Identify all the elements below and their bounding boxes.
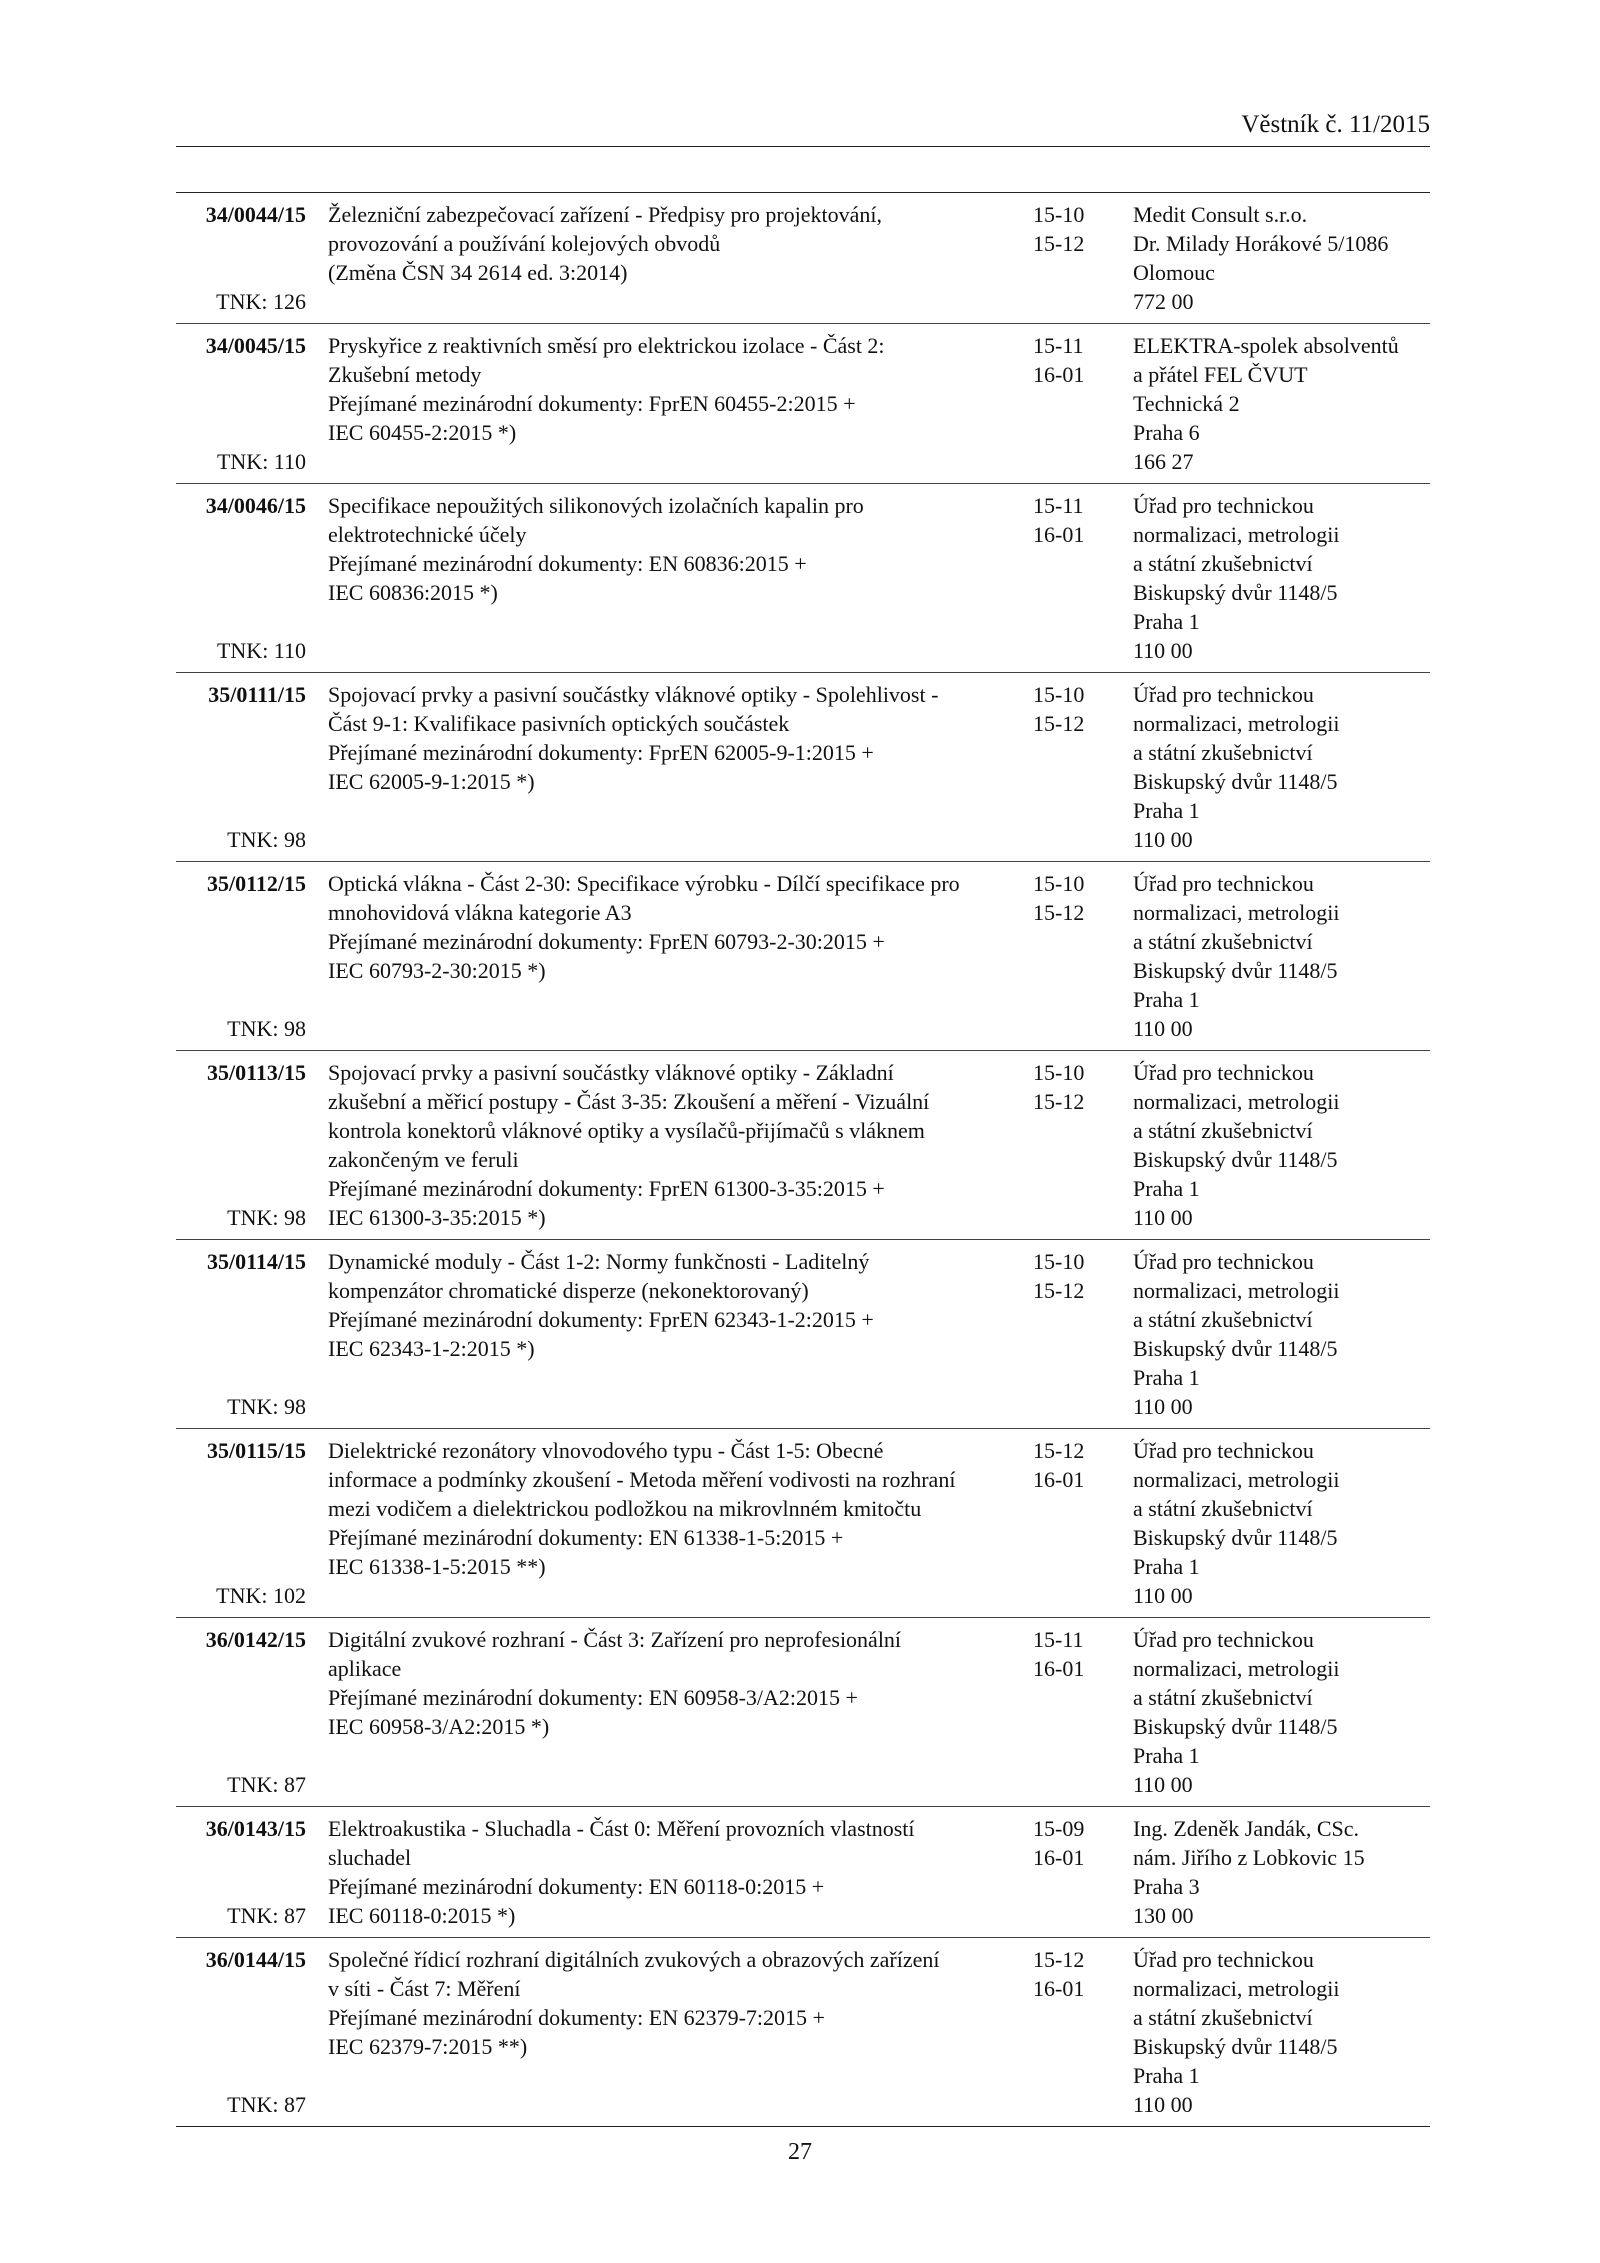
address-line: 110 00 [1133, 1016, 1193, 1041]
address-line: normalizaci, metrologii [1133, 522, 1340, 547]
standard-id-cell [176, 331, 306, 476]
title-line: kontrola konektorů vláknové optiky a vysílačů-přijímačů s vláknem [328, 1118, 925, 1143]
table-row [176, 1618, 1430, 1807]
standard-id-cell [176, 1247, 306, 1421]
title-line: Digitální zvukové rozhraní - Část 3: Zařízení pro neprofesionální [328, 1627, 902, 1652]
processor-address-cell [1125, 1945, 1430, 2119]
start-date: 15-10 [1033, 1249, 1085, 1274]
title-line: (Změna ČSN 34 2614 ed. 3:2014) [328, 260, 628, 285]
start-date: 15-11 [1033, 493, 1084, 518]
title-line: Železniční zabezpečovací zařízení - Předpisy pro projektování, [328, 202, 883, 227]
end-date: 15-12 [1033, 1278, 1085, 1303]
title-line: Spojovací prvky a pasivní součástky vláknové optiky - Základní [328, 1060, 894, 1085]
title-line: zkušební a měřicí postupy - Část 3-35: Zkoušení a měření - Vizuální [328, 1089, 930, 1114]
standard-number: 34/0044/15 [205, 202, 306, 227]
dates-cell [1008, 1945, 1125, 2119]
title-line: Přejímané mezinárodní dokumenty: EN 60958-3/A2:2015 + [328, 1685, 858, 1710]
address-line: Praha 1 [1133, 1554, 1200, 1579]
standards-table [176, 192, 1430, 2127]
table-row [176, 484, 1430, 673]
address-line: Medit Consult s.r.o. [1133, 202, 1308, 227]
address-line: normalizaci, metrologii [1133, 900, 1340, 925]
processor-address-cell [1125, 200, 1430, 316]
standard-number: 35/0114/15 [206, 1249, 306, 1274]
address-line: a státní zkušebnictví [1133, 551, 1313, 576]
address-line: Úřad pro technickou [1133, 493, 1314, 518]
address-line: 110 00 [1133, 827, 1193, 852]
title-line: zakončeným ve feruli [328, 1147, 519, 1172]
standard-title-cell [306, 1625, 1008, 1799]
address-line: Praha 1 [1133, 609, 1200, 634]
address-line: Praha 1 [1133, 2063, 1200, 2088]
address-line: 110 00 [1133, 1394, 1193, 1419]
end-date: 15-12 [1033, 1089, 1085, 1114]
address-line: Praha 1 [1133, 1365, 1200, 1390]
address-line: 110 00 [1133, 2092, 1193, 2117]
address-line: normalizaci, metrologii [1133, 1278, 1340, 1303]
table-row [176, 324, 1430, 484]
address-line: 166 27 [1133, 449, 1194, 474]
journal-issue-title: Věstník č. 11/2015 [1241, 111, 1430, 138]
address-line: Biskupský dvůr 1148/5 [1133, 769, 1338, 794]
address-line: 130 00 [1133, 1903, 1194, 1928]
table-row [176, 1938, 1430, 2127]
address-line: Biskupský dvůr 1148/5 [1133, 1147, 1338, 1172]
processor-address-cell [1125, 331, 1430, 476]
address-line: Praha 3 [1133, 1874, 1200, 1899]
dates-cell [1008, 1247, 1125, 1421]
title-line: Přejímané mezinárodní dokumenty: EN 62379-7:2015 + [328, 2005, 825, 2030]
start-date: 15-11 [1033, 1627, 1084, 1652]
address-line: normalizaci, metrologii [1133, 1467, 1340, 1492]
title-line: IEC 60793-2-30:2015 *) [328, 958, 546, 983]
standard-id-cell [176, 1814, 306, 1930]
address-line: Úřad pro technickou [1133, 1438, 1314, 1463]
processor-address-cell [1125, 869, 1430, 1043]
title-line: Přejímané mezinárodní dokumenty: FprEN 60793-2-30:2015 + [328, 929, 885, 954]
title-line: IEC 60455-2:2015 *) [328, 420, 517, 445]
start-date: 15-12 [1033, 1438, 1085, 1463]
address-line: a státní zkušebnictví [1133, 2005, 1313, 2030]
standard-title-cell [306, 1814, 1008, 1930]
standard-number: 35/0111/15 [208, 682, 306, 707]
standard-id-cell [176, 1625, 306, 1799]
title-line: Zkušební metody [328, 362, 482, 387]
address-line: Ing. Zdeněk Jandák, CSc. [1133, 1816, 1360, 1841]
standard-number: 35/0113/15 [206, 1060, 306, 1085]
address-line: 110 00 [1133, 638, 1193, 663]
address-line: Úřad pro technickou [1133, 1249, 1314, 1274]
address-line: a přátel FEL ČVUT [1133, 362, 1308, 387]
start-date: 15-10 [1033, 1060, 1085, 1085]
title-line: IEC 62343-1-2:2015 *) [328, 1336, 535, 1361]
tnk-label: TNK: 102 [216, 1583, 306, 1608]
dates-cell [1008, 1058, 1125, 1232]
standard-title-cell [306, 331, 1008, 476]
dates-cell [1008, 1625, 1125, 1799]
end-date: 15-12 [1033, 231, 1085, 256]
standard-number: 36/0144/15 [205, 1947, 306, 1972]
address-line: a státní zkušebnictví [1133, 740, 1313, 765]
title-line: Přejímané mezinárodní dokumenty: FprEN 60455-2:2015 + [328, 391, 856, 416]
processor-address-cell [1125, 1436, 1430, 1610]
address-line: Praha 1 [1133, 987, 1200, 1012]
title-line: elektrotechnické účely [328, 522, 527, 547]
address-line: Úřad pro technickou [1133, 682, 1314, 707]
title-line: Přejímané mezinárodní dokumenty: FprEN 61300-3-35:2015 + [328, 1176, 885, 1201]
end-date: 15-12 [1033, 900, 1085, 925]
title-line: IEC 60118-0:2015 *) [328, 1903, 516, 1928]
end-date: 16-01 [1033, 1845, 1085, 1870]
address-line: Biskupský dvůr 1148/5 [1133, 958, 1338, 983]
page-number: 27 [788, 2139, 812, 2165]
title-line: Specifikace nepoužitých silikonových izolačních kapalin pro [328, 493, 864, 518]
title-line: IEC 61338-1-5:2015 **) [328, 1554, 546, 1579]
standard-title-cell [306, 1247, 1008, 1421]
title-line: Přejímané mezinárodní dokumenty: FprEN 62343-1-2:2015 + [328, 1307, 874, 1332]
title-line: IEC 61300-3-35:2015 *) [328, 1205, 546, 1230]
title-line: IEC 62005-9-1:2015 *) [328, 769, 535, 794]
standard-title-cell [306, 1436, 1008, 1610]
processor-address-cell [1125, 1814, 1430, 1930]
tnk-label: TNK: 110 [216, 449, 306, 474]
standard-id-cell [176, 491, 306, 665]
table-row [176, 193, 1430, 324]
start-date: 15-12 [1033, 1947, 1085, 1972]
start-date: 15-10 [1033, 202, 1085, 227]
standard-id-cell [176, 1945, 306, 2119]
table-row [176, 1807, 1430, 1938]
address-line: Úřad pro technickou [1133, 1627, 1314, 1652]
table-row [176, 1429, 1430, 1618]
title-line: Část 9-1: Kvalifikace pasivních optických součástek [328, 711, 790, 736]
processor-address-cell [1125, 680, 1430, 854]
processor-address-cell [1125, 491, 1430, 665]
address-line: 110 00 [1133, 1205, 1193, 1230]
address-line: Praha 1 [1133, 1176, 1200, 1201]
table-row [176, 1051, 1430, 1240]
start-date: 15-11 [1033, 333, 1084, 358]
tnk-label: TNK: 98 [227, 827, 306, 852]
address-line: a státní zkušebnictví [1133, 1307, 1313, 1332]
title-line: Přejímané mezinárodní dokumenty: FprEN 62005-9-1:2015 + [328, 740, 874, 765]
address-line: 110 00 [1133, 1583, 1193, 1608]
address-line: Úřad pro technickou [1133, 871, 1314, 896]
dates-cell [1008, 331, 1125, 476]
standard-title-cell [306, 491, 1008, 665]
address-line: Dr. Milady Horákové 5/1086 [1133, 231, 1389, 256]
address-line: normalizaci, metrologii [1133, 1976, 1340, 2001]
tnk-label: TNK: 98 [227, 1394, 306, 1419]
standard-number: 36/0143/15 [205, 1816, 306, 1841]
end-date: 16-01 [1033, 1976, 1085, 2001]
start-date: 15-10 [1033, 871, 1085, 896]
standard-title-cell [306, 1945, 1008, 2119]
standard-number: 34/0046/15 [205, 493, 306, 518]
address-line: Biskupský dvůr 1148/5 [1133, 1714, 1338, 1739]
title-line: mnohovidová vlákna kategorie A3 [328, 900, 632, 925]
title-line: mezi vodičem a dielektrickou podložkou na mikrovlnném kmitočtu [328, 1496, 922, 1521]
title-line: informace a podmínky zkoušení - Metoda měření vodivosti na rozhraní [328, 1467, 956, 1492]
address-line: Praha 1 [1133, 1743, 1200, 1768]
title-line: IEC 62379-7:2015 **) [328, 2034, 528, 2059]
address-line: ELEKTRA-spolek absolventů [1133, 333, 1399, 358]
address-line: nám. Jiřího z Lobkovic 15 [1133, 1845, 1365, 1870]
title-line: Elektroakustika - Sluchadla - Část 0: Měření provozních vlastností [328, 1816, 915, 1841]
address-line: normalizaci, metrologii [1133, 1656, 1340, 1681]
address-line: 110 00 [1133, 1772, 1193, 1797]
processor-address-cell [1125, 1058, 1430, 1232]
table-row [176, 673, 1430, 862]
title-line: Dielektrické rezonátory vlnovodového typu - Část 1-5: Obecné [328, 1438, 884, 1463]
address-line: Biskupský dvůr 1148/5 [1133, 580, 1338, 605]
title-line: kompenzátor chromatické disperze (nekonektorovaný) [328, 1278, 809, 1303]
address-line: Biskupský dvůr 1148/5 [1133, 1336, 1338, 1361]
standard-id-cell [176, 869, 306, 1043]
address-line: Praha 6 [1133, 420, 1200, 445]
standard-title-cell [306, 1058, 1008, 1232]
standard-id-cell [176, 1058, 306, 1232]
standard-number: 34/0045/15 [205, 333, 306, 358]
title-line: IEC 60836:2015 *) [328, 580, 498, 605]
title-line: Dynamické moduly - Část 1-2: Normy funkčnosti - Laditelný [328, 1249, 870, 1274]
address-line: normalizaci, metrologii [1133, 1089, 1340, 1114]
title-line: Spojovací prvky a pasivní součástky vláknové optiky - Spolehlivost - [328, 682, 939, 707]
address-line: a státní zkušebnictví [1133, 929, 1313, 954]
address-line: 772 00 [1133, 289, 1194, 314]
tnk-label: TNK: 87 [227, 1772, 306, 1797]
title-line: sluchadel [328, 1845, 412, 1870]
address-line: Biskupský dvůr 1148/5 [1133, 2034, 1338, 2059]
address-line: Úřad pro technickou [1133, 1947, 1314, 1972]
address-line: normalizaci, metrologii [1133, 711, 1340, 736]
standard-title-cell [306, 680, 1008, 854]
tnk-label: TNK: 98 [227, 1016, 306, 1041]
address-line: Praha 1 [1133, 798, 1200, 823]
title-line: Pryskyřice z reaktivních směsí pro elektrickou izolace - Část 2: [328, 333, 885, 358]
title-line: Společné řídicí rozhraní digitálních zvukových a obrazových zařízení [328, 1947, 940, 1972]
address-line: Olomouc [1133, 260, 1215, 285]
tnk-label: TNK: 87 [227, 1903, 306, 1928]
standard-number: 35/0112/15 [206, 871, 306, 896]
title-line: IEC 60958-3/A2:2015 *) [328, 1714, 550, 1739]
standard-id-cell [176, 680, 306, 854]
tnk-label: TNK: 98 [227, 1205, 306, 1230]
address-line: Biskupský dvůr 1148/5 [1133, 1525, 1338, 1550]
dates-cell [1008, 491, 1125, 665]
processor-address-cell [1125, 1247, 1430, 1421]
start-date: 15-09 [1033, 1816, 1085, 1841]
tnk-label: TNK: 126 [216, 289, 306, 314]
address-line: a státní zkušebnictví [1133, 1685, 1313, 1710]
standard-id-cell [176, 1436, 306, 1610]
standard-id-cell [176, 200, 306, 316]
standard-number: 35/0115/15 [206, 1438, 306, 1463]
start-date: 15-10 [1033, 682, 1085, 707]
title-line: Přejímané mezinárodní dokumenty: EN 60118-0:2015 + [328, 1874, 825, 1899]
dates-cell [1008, 1436, 1125, 1610]
end-date: 16-01 [1033, 362, 1085, 387]
address-line: Technická 2 [1133, 391, 1240, 416]
address-line: a státní zkušebnictví [1133, 1118, 1313, 1143]
table-row [176, 862, 1430, 1051]
end-date: 16-01 [1033, 522, 1085, 547]
title-line: Optická vlákna - Část 2-30: Specifikace výrobku - Dílčí specifikace pro [328, 871, 960, 896]
standard-number: 36/0142/15 [205, 1627, 306, 1652]
dates-cell [1008, 1814, 1125, 1930]
end-date: 16-01 [1033, 1656, 1085, 1681]
end-date: 15-12 [1033, 711, 1085, 736]
standard-title-cell [306, 869, 1008, 1043]
title-line: Přejímané mezinárodní dokumenty: EN 61338-1-5:2015 + [328, 1525, 844, 1550]
address-line: a státní zkušebnictví [1133, 1496, 1313, 1521]
title-line: v síti - Část 7: Měření [328, 1976, 521, 2001]
tnk-label: TNK: 87 [227, 2092, 306, 2117]
title-line: provozování a používání kolejových obvodů [328, 231, 721, 256]
standard-title-cell [306, 200, 1008, 316]
title-line: Přejímané mezinárodní dokumenty: EN 60836:2015 + [328, 551, 807, 576]
tnk-label: TNK: 110 [216, 638, 306, 663]
table-row [176, 1240, 1430, 1429]
dates-cell [1008, 680, 1125, 854]
end-date: 16-01 [1033, 1467, 1085, 1492]
dates-cell [1008, 869, 1125, 1043]
processor-address-cell [1125, 1625, 1430, 1799]
title-line: aplikace [328, 1656, 402, 1681]
address-line: Úřad pro technickou [1133, 1060, 1314, 1085]
dates-cell [1008, 200, 1125, 316]
header-divider [176, 146, 1430, 147]
